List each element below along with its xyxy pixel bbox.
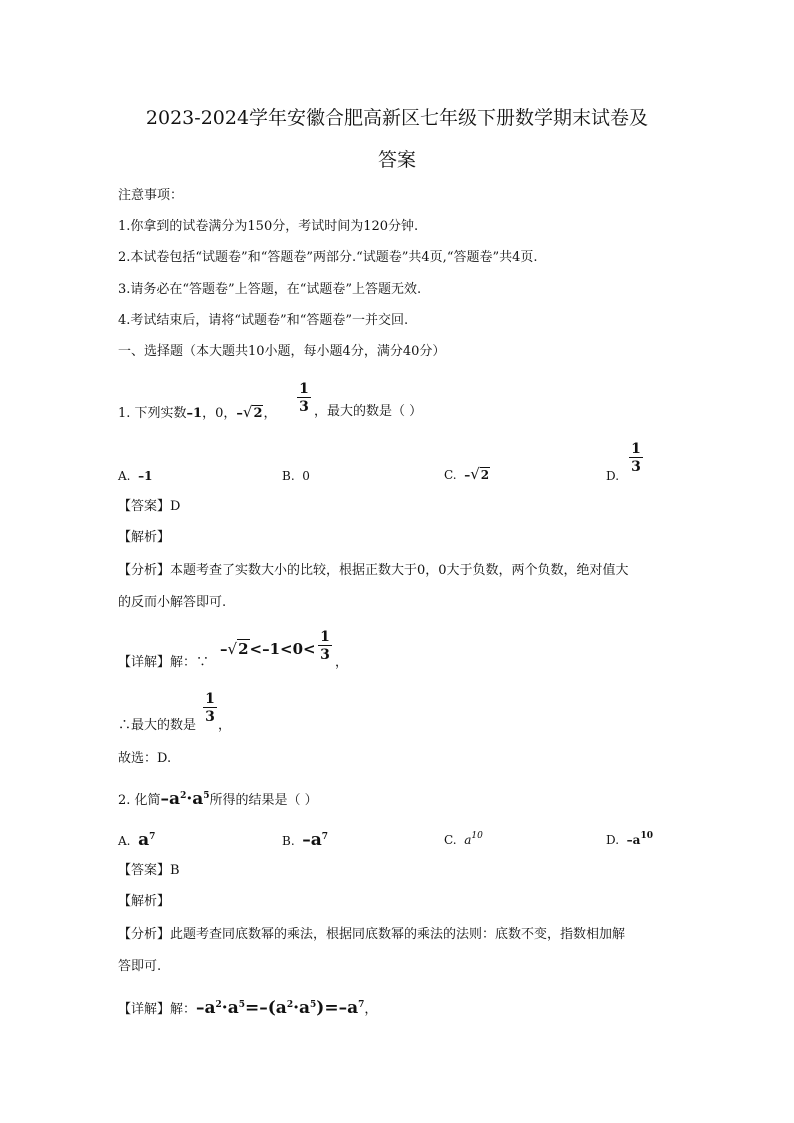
- q1-prefix: 1. 下列实数: [118, 406, 187, 421]
- q2-option-d: D. $-a^{10}$: [606, 831, 653, 847]
- q2-analysis-head: 【解析】: [118, 894, 171, 909]
- q2-detail: 【详解】解：$-a^2\cdot a^5=-(a^2\cdot a^5)=-a^7$，: [118, 998, 378, 1018]
- q1-option-c: C. –√2: [444, 465, 490, 483]
- q2-analysis-cont: 答即可.: [118, 959, 162, 974]
- q1-detail-expr: –√2<–1<0<: [220, 640, 316, 658]
- q1-conclusion-comma: ，: [218, 718, 232, 733]
- q1-conclusion-fraction: 1 3: [203, 692, 217, 724]
- notice-item: 1.你拿到的试卷满分为150分，考试时间为120分钟.: [118, 219, 419, 234]
- q1-detail-comma: ，: [335, 655, 349, 670]
- notice-item: 4.考试结束后，请将“试题卷”和“答题卷”一并交回.: [118, 313, 409, 328]
- question-2: 2. 化简$-a^2\cdot a^5$所得的结果是（ ）: [118, 789, 318, 809]
- q1-conclusion: ∴最大的数是: [118, 718, 197, 733]
- notice-heading: 注意事项：: [118, 188, 184, 203]
- q1-analysis-head: 【解析】: [118, 530, 171, 545]
- q1-comma: ，: [263, 406, 277, 421]
- q1-analysis-cont: 的反而小解答即可.: [118, 595, 227, 610]
- q2-expr: $-a^2\cdot a^5$: [160, 789, 210, 809]
- section-heading: 一、选择题（本大题共10小题，每小题4分，满分40分）: [118, 344, 446, 359]
- q1-answer: 【答案】D: [118, 499, 181, 514]
- q1-analysis: 【分析】本题考查了实数大小的比较，根据正数大于0，0大于负数，两个负数，绝对值大: [118, 563, 629, 578]
- page-title-line2: 答案: [377, 149, 416, 171]
- page-title: 2023-2024学年安徽合肥高新区七年级下册数学期末试卷及: [145, 107, 649, 129]
- q1-option-d: D.: [606, 469, 620, 483]
- notice-item: 3.请务必在“答题卷”上答题，在“试题卷”上答题无效.: [118, 282, 422, 297]
- q1-sep: ，0，: [202, 406, 237, 421]
- q1-choose: 故选：D.: [118, 751, 172, 766]
- q2-analysis: 【分析】此题考查同底数幂的乘法，根据同底数幂的乘法的法则：底数不变，指数相加解: [118, 927, 626, 942]
- q2-option-b: B. $-a^7$: [282, 830, 329, 850]
- q2-answer: 【答案】B: [118, 863, 180, 878]
- q1-fraction: 1 3: [297, 382, 311, 414]
- q1-detail-fraction: 1 3: [318, 630, 332, 662]
- q1-option-a: A. –1: [118, 469, 153, 483]
- q2-option-a: A. $a^7$: [118, 830, 156, 850]
- q2-option-c: C. $a^{10}$: [444, 831, 483, 847]
- q1-sqrt: √2: [242, 403, 263, 421]
- notice-item: 2.本试卷包括“试题卷”和“答题卷”两部分.“试题卷”共4页,“答题卷”共4页.: [118, 250, 538, 265]
- q1-neg: –: [236, 406, 243, 421]
- q2-detail-expr: $-a^2\cdot a^5=-(a^2\cdot a^5)=-a^7$: [196, 998, 365, 1018]
- q1-option-d-fraction: 1 3: [629, 442, 643, 474]
- question-1: [118, 404, 277, 422]
- q1-option-b: B. 0: [282, 469, 310, 483]
- q1-n1: –1: [186, 406, 203, 421]
- q1-detail-label: 【详解】解：∵: [118, 655, 210, 670]
- q1-suffix: ，最大的数是（ ）: [314, 404, 423, 419]
